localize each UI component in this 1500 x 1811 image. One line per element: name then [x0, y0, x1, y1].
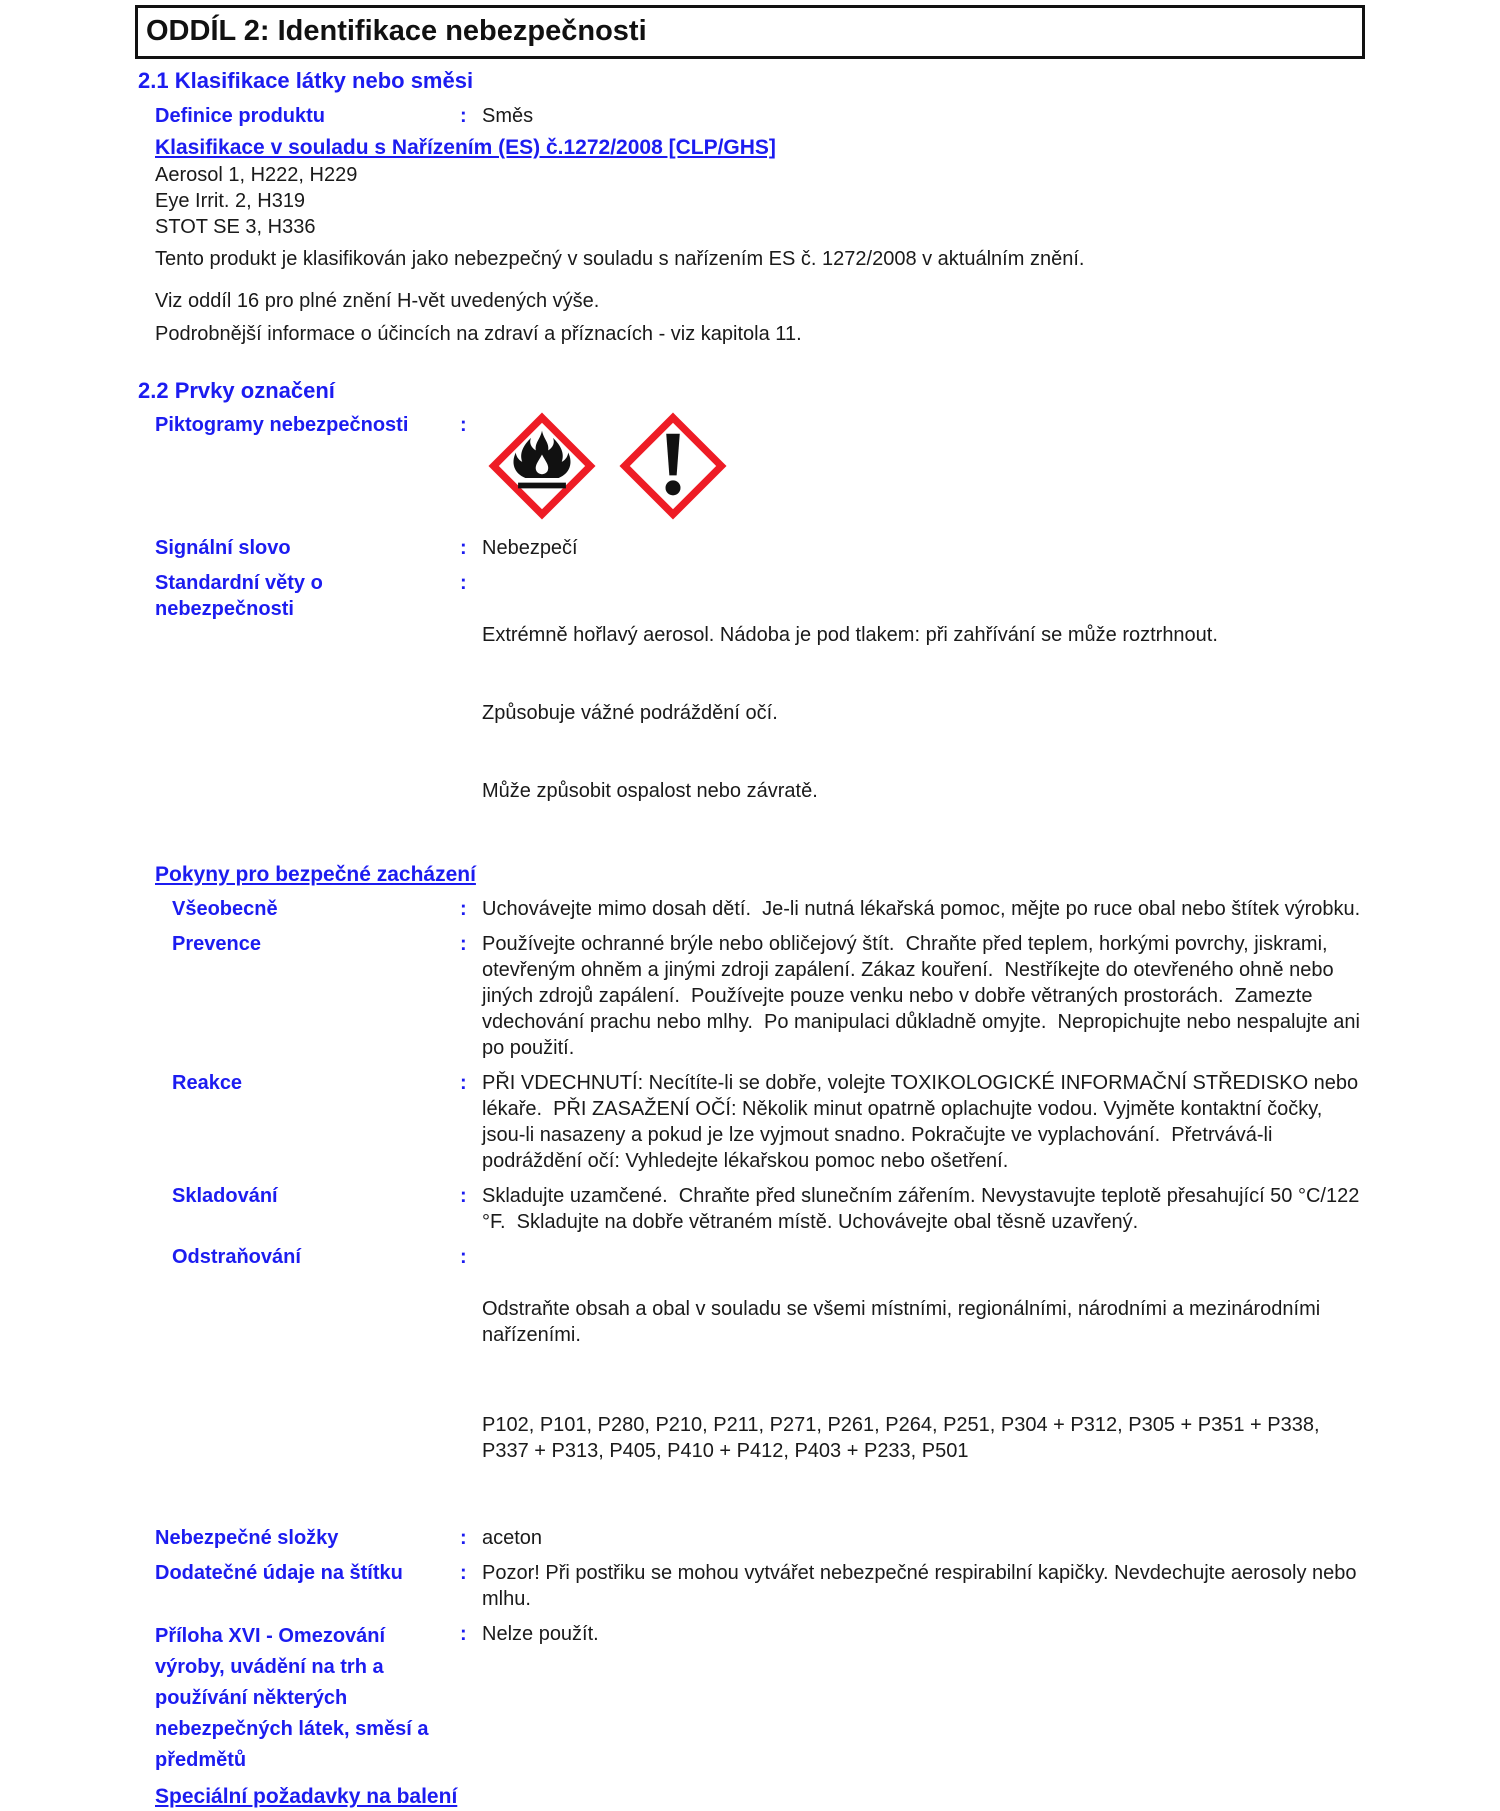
classification-line: Aerosol 1, H222, H229 [155, 164, 358, 186]
colon-separator: : [460, 1072, 467, 1094]
odstranovani-text [482, 1244, 1365, 1516]
colon-separator: : [460, 1623, 467, 1645]
priloha-xvi-row [135, 1621, 1365, 1776]
colon-separator: : [460, 1562, 467, 1584]
section-2-content [135, 5, 1365, 1811]
piktogramy-label: Piktogramy nebezpečnosti [155, 414, 409, 436]
heading-2-1: 2.1 Klasifikace látky nebo směsi [138, 68, 474, 93]
nebezpecne-slozky-row [135, 1525, 1365, 1551]
odstranovani-row [135, 1244, 1365, 1516]
nebezpecne-slozky-label: Nebezpečné složky [155, 1527, 339, 1549]
note-section16: Viz oddíl 16 pro plné znění H-vět uvedených výše. [155, 290, 600, 312]
klasifikace-clp-heading: Klasifikace v souladu s Nařízením (ES) č.1272/2008 [CLP/GHS] [155, 136, 776, 159]
nebezpecne-slozky-value: aceton [482, 1527, 543, 1549]
colon-separator: : [460, 537, 467, 559]
hazard-statement: Extrémně hořlavý aerosol. Nádoba je pod tlakem: při zahřívání se může roztrhnout. [482, 624, 1218, 646]
colon-separator: : [460, 898, 467, 920]
heading-2-2: 2.2 Prvky označení [138, 378, 335, 403]
definice-produktu-value: Směs [482, 105, 534, 127]
colon-separator: : [460, 1246, 467, 1268]
odstranovani-label: Odstraňování [172, 1246, 301, 1268]
pokyny-heading: Pokyny pro bezpečné zacházení [155, 863, 476, 886]
priloha-xvi-label: Příloha XVI - Omezování výroby, uvádění na trh a používání některých nebezpečných látek, směsí a předmětů [155, 1625, 429, 1771]
skladovani-label: Skladování [172, 1185, 278, 1207]
hazard-statement: Způsobuje vážné podráždění očí. [482, 702, 778, 724]
vseobecne-label: Všeobecně [172, 898, 278, 920]
classification-line: STOT SE 3, H336 [155, 216, 316, 238]
colon-separator: : [460, 572, 467, 594]
dodatecne-udaje-label: Dodatečné údaje na štítku [155, 1562, 403, 1584]
dodatecne-udaje-row [135, 1560, 1365, 1612]
reakce-label: Reakce [172, 1072, 243, 1094]
pictogram-group [482, 414, 1365, 518]
specialni-pozadavky-heading: Speciální požadavky na balení [155, 1785, 458, 1808]
colon-separator: : [460, 933, 467, 955]
note-hazardous: Tento produkt je klasifikován jako nebezpečný v souladu s nařízením ES č. 1272/2008 v aktuálním znění. [155, 248, 1085, 270]
colon-separator: : [460, 414, 467, 436]
definice-produktu-label: Definice produktu [155, 105, 326, 127]
hazard-statement: Může způsobit ospalost nebo závratě. [482, 780, 818, 802]
vseobecne-text: Uchovávejte mimo dosah dětí. Je-li nutná lékařská pomoc, mějte po ruce obal nebo štítek výrobku. [482, 898, 1361, 920]
note-health: Podrobnější informace o účincích na zdraví a příznacích - viz kapitola 11. [155, 323, 802, 345]
colon-separator: : [460, 1185, 467, 1207]
section-title-box [135, 5, 1365, 59]
signalni-slovo-label: Signální slovo [155, 537, 291, 559]
definice-produktu-row [135, 103, 1365, 129]
classification-line: Eye Irrit. 2, H319 [155, 190, 306, 212]
standardni-vety-label: Standardní věty o nebezpečnosti [155, 572, 323, 620]
signalni-slovo-row [135, 535, 1365, 561]
p-codes-list: P102, P101, P280, P210, P211, P271, P261, P264, P251, P304 + P312, P305 + P351 + P338, P337 + P313, P405, P410 + P412, P403 + P233, P501 [482, 1414, 1326, 1462]
ghs02-flame-icon [490, 414, 594, 518]
signalni-slovo-value: Nebezpečí [482, 537, 578, 559]
prevence-text: Používejte ochranné brýle nebo obličejový štít. Chraňte před teplem, horkými povrchy, jiskrami, otevřeným ohněm a jinými zdroji zapálení. Zákaz kouření. Nestříkejte do otevřeného ohně nebo jiných zdrojů zapálení. Používejte pouze venku nebo v dobře větraných prostorách. Zamezte vdechování prachu nebo mlhy. Po manipulaci důkladně omyjte. Nepropichujte nebo nespalujte ani po použití. [482, 933, 1366, 1059]
odstranovani-paragraph: Odstraňte obsah a obal v souladu se všemi místními, regionálními, národními a mezinárodními nařízeními. [482, 1298, 1326, 1346]
skladovani-text: Skladujte uzamčené. Chraňte před slunečním zářením. Nevystavujte teplotě přesahující 50 °C/122 °F. Skladujte na dobře větraném místě. Uchovávejte obal těsně uzavřený. [482, 1185, 1365, 1233]
piktogramy-row [135, 412, 1365, 518]
colon-separator: : [460, 105, 467, 127]
standardni-vety-row [135, 570, 1365, 856]
section-title: ODDÍL 2: Identifikace nebezpečnosti [146, 15, 647, 47]
prevence-label: Prevence [172, 933, 261, 955]
vseobecne-row [135, 896, 1365, 922]
reakce-text: PŘI VDECHNUTÍ: Necítíte-li se dobře, volejte TOXIKOLOGICKÉ INFORMAČNÍ STŘEDISKO nebo lékaře. PŘI ZASAŽENÍ OČÍ: Několik minut opatrně oplachujte vodou. Vyjměte kontaktní čočky, jsou-li nasazeny a pokud je lze vyjmout snadno. Pokračujte ve vyplachování. Přetrvává-li podráždění očí: Vyhledejte lékařskou pomoc nebo ošetření. [482, 1072, 1364, 1172]
ghs07-exclamation-mark-icon [621, 414, 725, 518]
prevence-row [135, 931, 1365, 1061]
skladovani-row [135, 1183, 1365, 1235]
colon-separator: : [460, 1527, 467, 1549]
standardni-vety-value [482, 570, 1365, 856]
dodatecne-udaje-text: Pozor! Při postřiku se mohou vytvářet nebezpečné respirabilní kapičky. Nevdechujte aerosoly nebo mlhu. [482, 1562, 1363, 1610]
reakce-row [135, 1070, 1365, 1174]
priloha-xvi-value: Nelze použít. [482, 1623, 599, 1645]
